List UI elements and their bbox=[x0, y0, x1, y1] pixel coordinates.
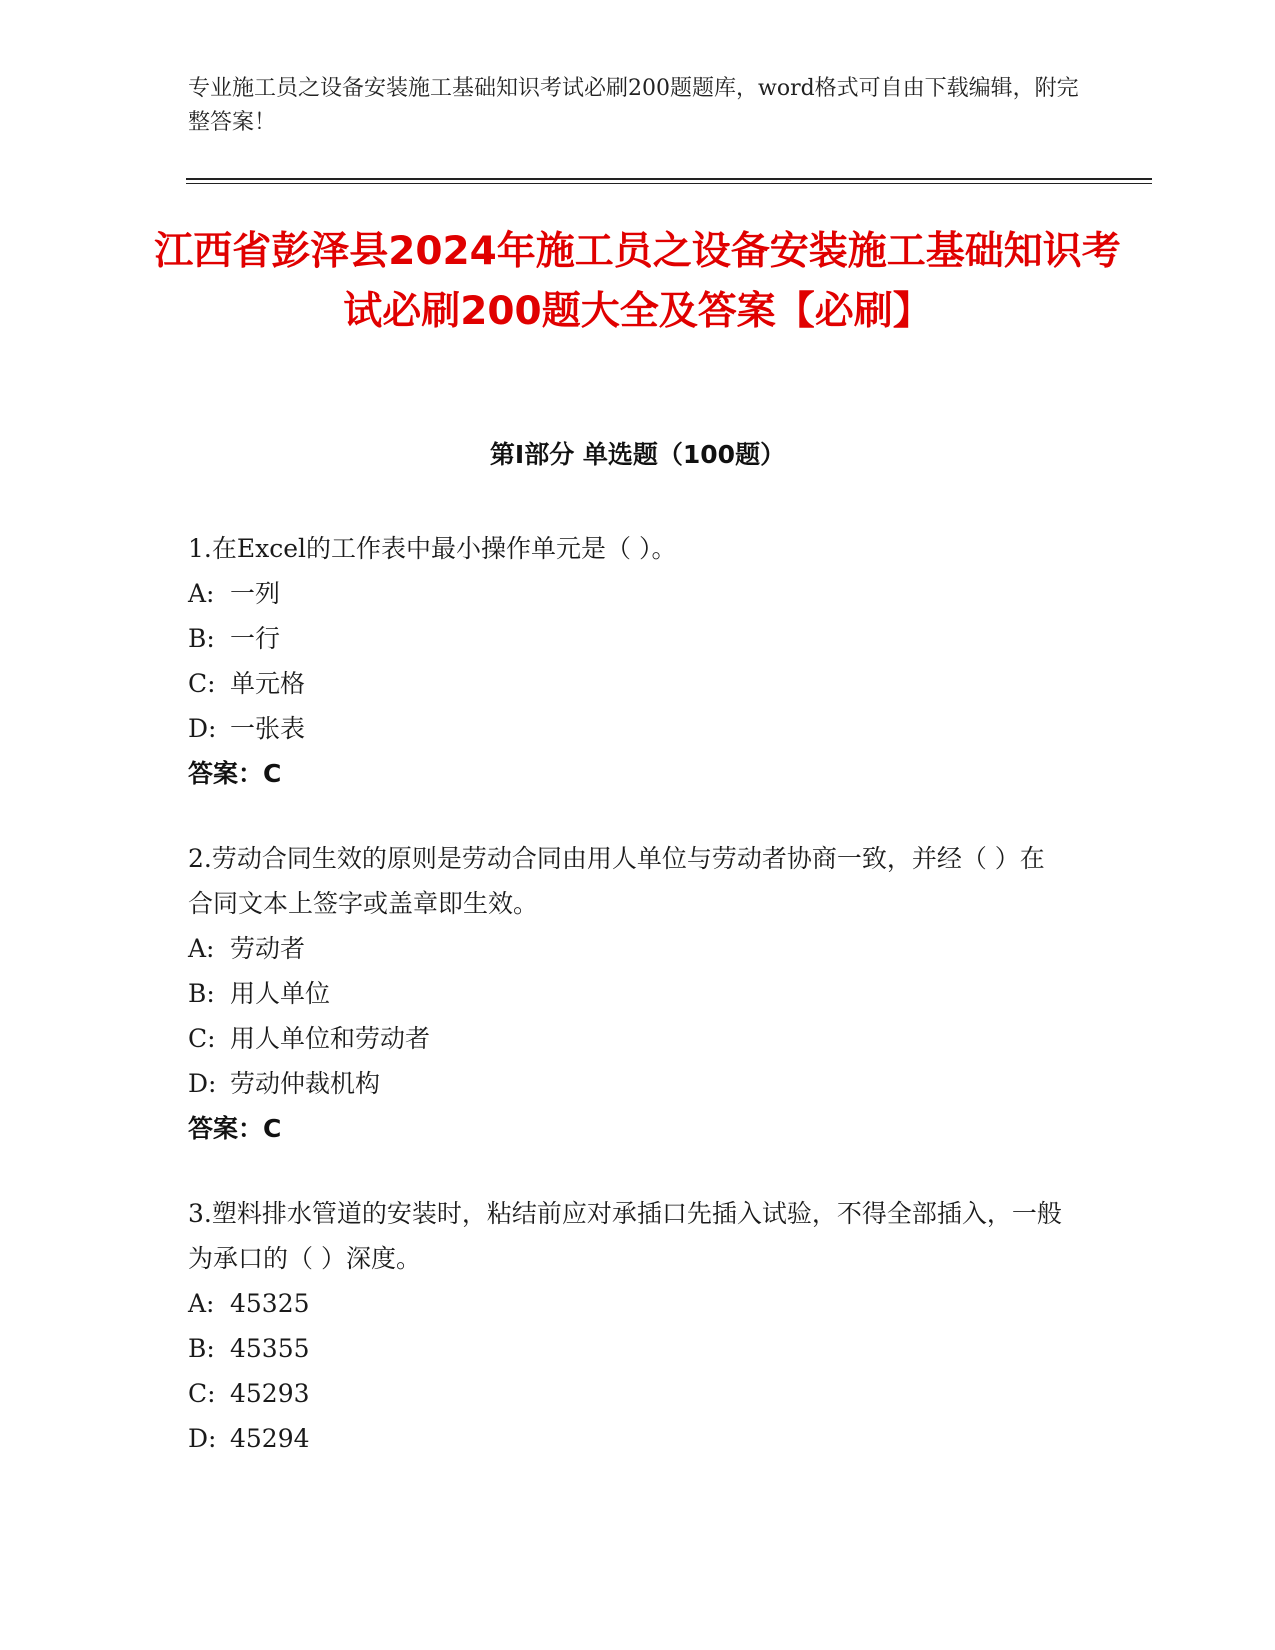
option-text: 45355 bbox=[230, 1334, 310, 1363]
question-3 bbox=[188, 1191, 1068, 1461]
option-a bbox=[188, 926, 1068, 971]
section-title: 第I部分 单选题（100题） bbox=[489, 440, 786, 469]
document-title: 江西省彭泽县2024年施工员之设备安装施工基础知识考试必刷200题大全及答案【必刷】 bbox=[154, 229, 1121, 334]
option-key: C: bbox=[188, 1379, 216, 1408]
option-d bbox=[188, 706, 1068, 751]
option-key: B: bbox=[188, 1334, 215, 1363]
option-key: B: bbox=[188, 624, 215, 653]
option-key: C: bbox=[188, 669, 216, 698]
question-text: 3.塑料排水管道的安装时，粘结前应对承插口先插入试验，不得全部插入，一般为承口的（ ）深度。 bbox=[188, 1199, 1062, 1273]
option-text: 一张表 bbox=[230, 714, 306, 743]
option-key: D: bbox=[188, 1424, 217, 1453]
answer-line: 答案：C bbox=[188, 1114, 282, 1143]
option-text: 45293 bbox=[230, 1379, 310, 1408]
option-key: A: bbox=[188, 1289, 215, 1318]
question-text: 2.劳动合同生效的原则是劳动合同由用人单位与劳动者协商一致，并经（ ）在合同文本上签字或盖章即生效。 bbox=[188, 844, 1045, 918]
option-text: 一行 bbox=[230, 624, 281, 653]
option-b bbox=[188, 1326, 1068, 1371]
header-divider-thin bbox=[186, 183, 1152, 184]
option-text: 用人单位和劳动者 bbox=[230, 1024, 431, 1053]
option-text: 用人单位 bbox=[230, 979, 331, 1008]
option-text: 劳动仲裁机构 bbox=[230, 1069, 381, 1098]
option-key: C: bbox=[188, 1024, 216, 1053]
option-key: A: bbox=[188, 579, 215, 608]
option-text: 劳动者 bbox=[230, 934, 306, 963]
option-a bbox=[188, 1281, 1068, 1326]
option-b bbox=[188, 616, 1068, 661]
option-text: 单元格 bbox=[230, 669, 306, 698]
header-note: 专业施工员之设备安装施工基础知识考试必刷200题题库，word格式可自由下载编辑，附完整答案！ bbox=[188, 76, 1079, 135]
option-c bbox=[188, 1371, 1068, 1416]
option-c bbox=[188, 661, 1068, 706]
header-divider-thick bbox=[186, 178, 1152, 180]
option-key: D: bbox=[188, 1069, 217, 1098]
option-b bbox=[188, 971, 1068, 1016]
option-a bbox=[188, 571, 1068, 616]
answer-line: 答案：C bbox=[188, 759, 282, 788]
question-2 bbox=[188, 836, 1068, 1151]
option-text: 45325 bbox=[230, 1289, 310, 1318]
option-key: B: bbox=[188, 979, 215, 1008]
option-key: D: bbox=[188, 714, 217, 743]
question-list bbox=[188, 526, 1068, 1501]
question-text: 1.在Excel的工作表中最小操作单元是（ ）。 bbox=[188, 534, 677, 563]
option-key: A: bbox=[188, 934, 215, 963]
option-d bbox=[188, 1416, 1068, 1461]
option-c bbox=[188, 1016, 1068, 1061]
option-text: 一列 bbox=[230, 579, 281, 608]
question-1 bbox=[188, 526, 1068, 796]
option-d bbox=[188, 1061, 1068, 1106]
option-text: 45294 bbox=[230, 1424, 310, 1453]
